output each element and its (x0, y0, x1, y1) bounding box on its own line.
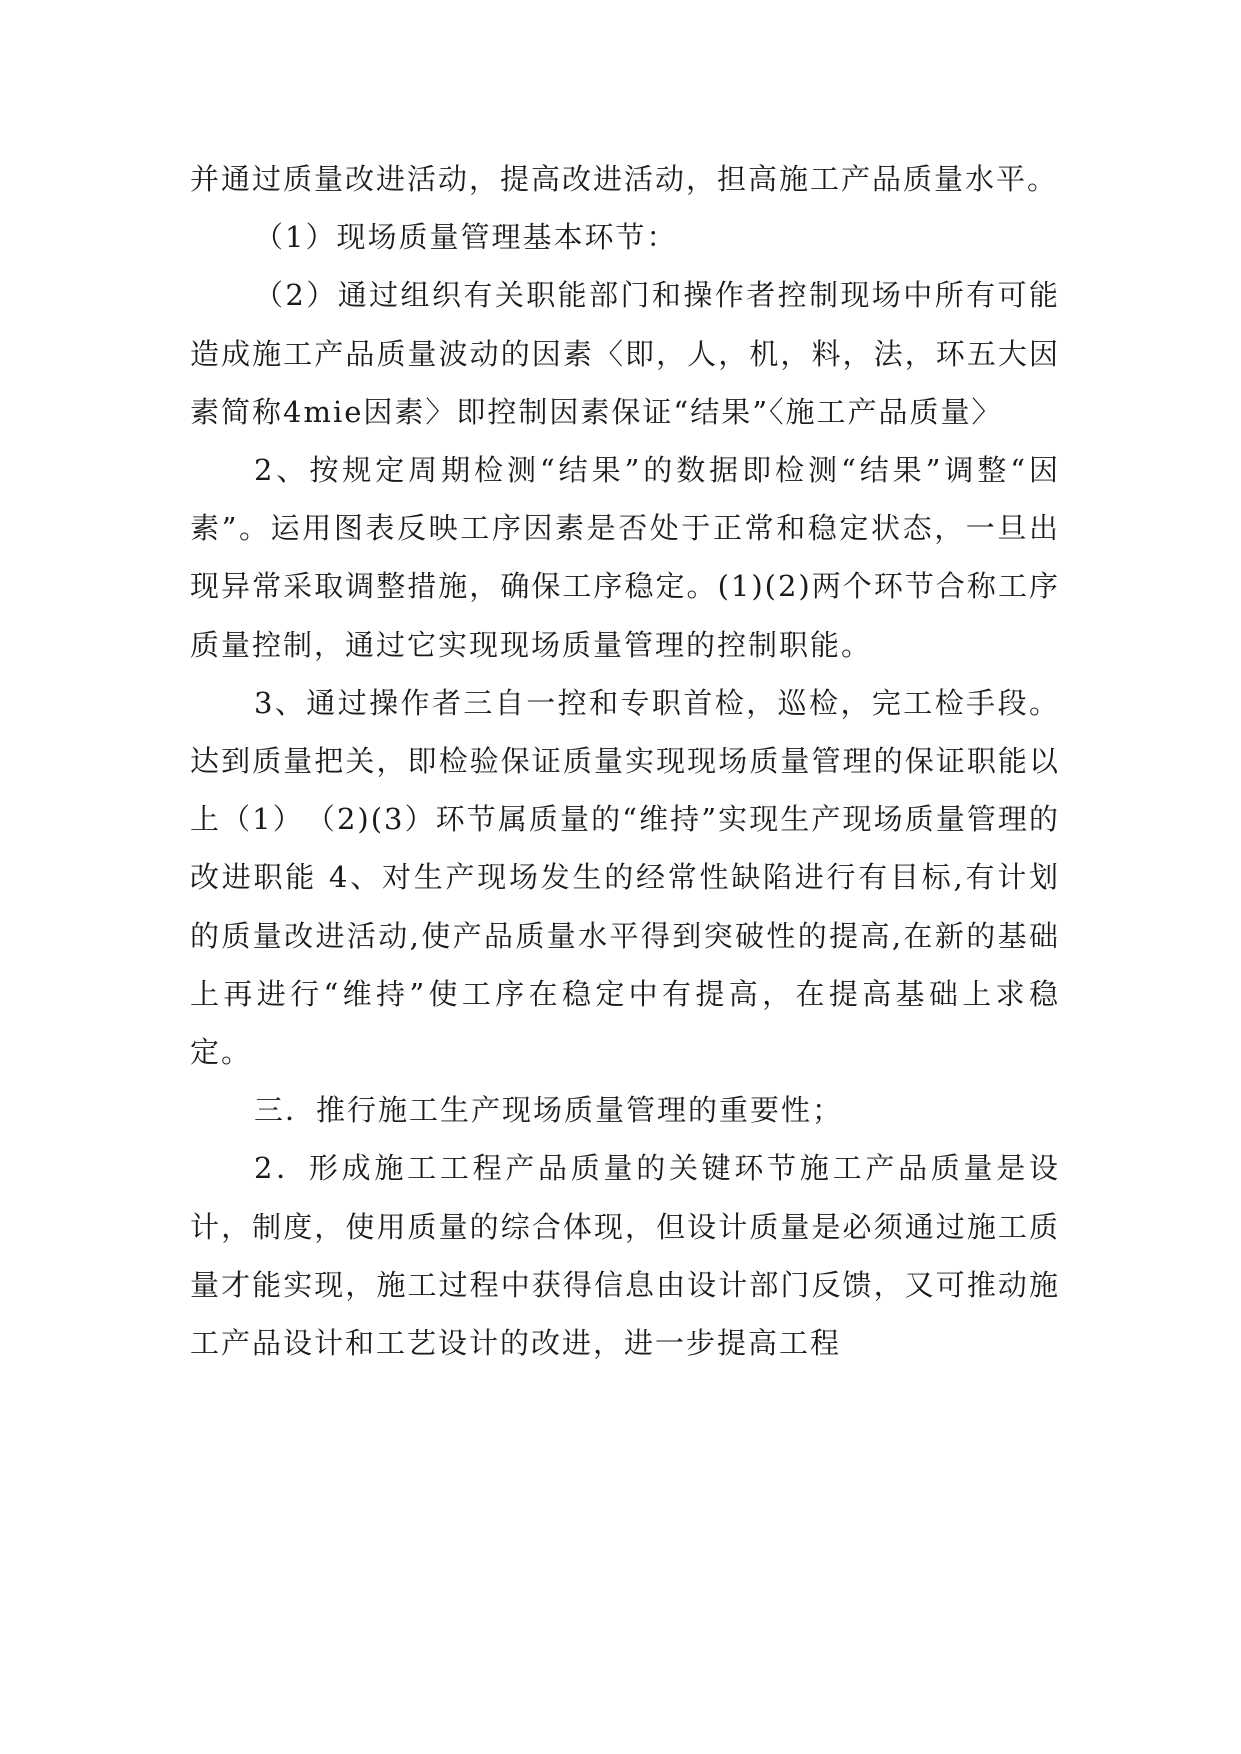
paragraph-continuation: 并通过质量改进活动，提高改进活动，担高施工产品质量水平。 (190, 162, 1059, 196)
document-body (190, 150, 1060, 1372)
paragraph-step-1-heading: （1）现场质量管理基本环节： (254, 220, 678, 255)
section-heading-importance: 三．推行施工生产现场质量管理的重要性； (254, 1093, 844, 1128)
paragraph-key-link: 2．形成施工工程产品质量的关键环节施工产品质量是设计，制度，使用质量的综合体现，但设计质量是必须通过施工质量才能实现，施工过程中获得信息由设计部门反馈，又可推动施工产品设计和工艺设计的改进，进一步提高工程 (190, 1151, 1060, 1361)
paragraph-item-2: 2、按规定周期检测“结果”的数据即检测“结果”调整“因素”。运用图表反映工序因素是否处于正常和稳定状态，一旦出现异常采取调整措施，确保工序稳定。(1)(2)两个环节合称工序质量控制，通过它实现现场质量管理的控制职能。 (190, 453, 1060, 662)
paragraph-item-3: 3、通过操作者三自一控和专职首检，巡检，完工检手段。达到质量把关，即检验保证质量实现现场质量管理的保证职能以上（1） （2)(3）环节属质量的“维持”实现生产现场质量管理的改进职能 4、对生产现场发生的经常性缺陷进行有目标,有计划的质量改进活动,使产品质量水平得到突破性的提高,在新的基础上再进行“维持”使工序在稳定中有提高，在提高基础上求稳定。 (190, 685, 1060, 1070)
paragraph-step-2: （2）通过组织有关职能部门和操作者控制现场中所有可能造成施工产品质量波动的因素〈即，人，机，料，法，环五大因素简称4mie因素〉即控制因素保证“结果”〈施工产品质量〉 (190, 278, 1060, 429)
